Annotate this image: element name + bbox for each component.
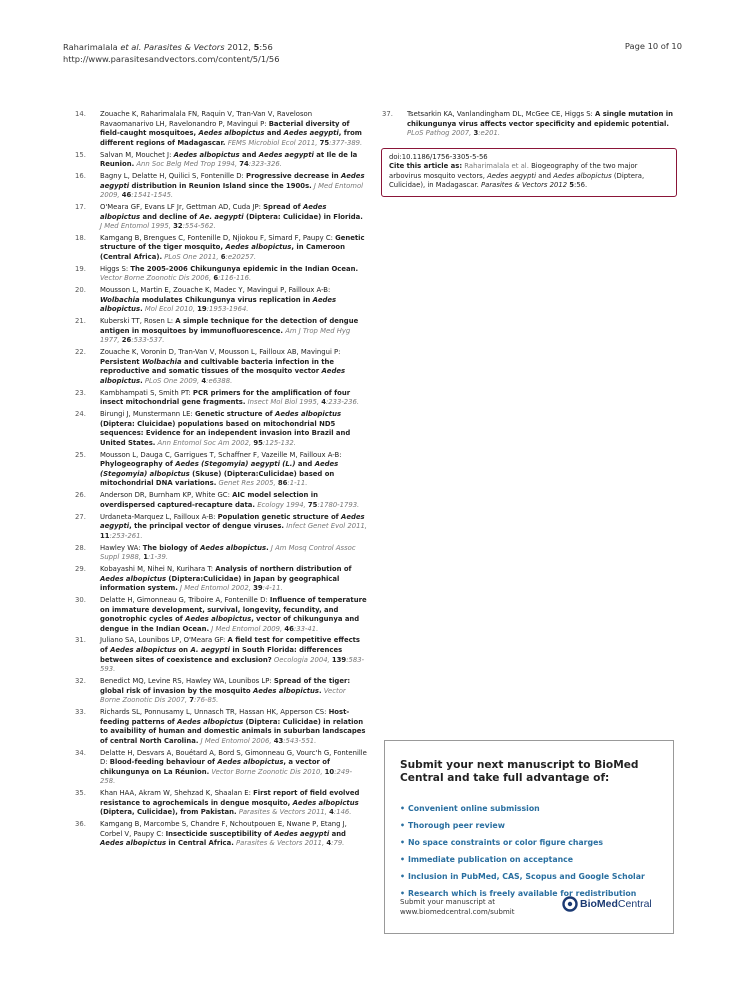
reference-text: J Med Entomol 1995,	[100, 222, 174, 231]
reference-text: :249-258.	[100, 767, 353, 786]
reference-text: Genetic structure of the tiger mosquito,	[100, 233, 365, 252]
reference-text: 26	[121, 336, 132, 345]
reference-text: Aedes albopictus	[100, 367, 346, 385]
reference-number: 26.	[75, 491, 86, 500]
reference-text: Bacterial diversity of field-caught mosquitoes,	[100, 119, 350, 138]
reference-text: 10	[324, 767, 335, 776]
reference-text: A field test for competitive effects of	[100, 636, 361, 655]
reference-text: (Skuse) (Diptera:Culicidae) based on mitochondrial DNA variations.	[100, 469, 335, 488]
reference-number: 23.	[75, 388, 86, 397]
header-citation: Raharimalala et al. Parasites & Vectors 2012, 5:56	[63, 42, 273, 52]
reference-text: .	[140, 305, 143, 314]
reference-text: Blood-feeding behaviour of	[109, 758, 218, 767]
reference-text: Tsetsarkin KA, Vanlandingham DL, McGee CE, Higgs S:	[407, 110, 596, 118]
reference-text: :323-326.	[248, 160, 282, 169]
reference-text: Higgs S:	[100, 264, 131, 273]
reference-text: J Med Entomol 2002,	[177, 584, 254, 593]
reference-text: First report of field evolved resistance to agrochemicals in dengue mosquito,	[100, 789, 360, 807]
reference-item	[75, 820, 367, 849]
reference-text: 6	[213, 274, 219, 283]
reference-text: :1-11.	[287, 479, 308, 488]
benefit-item: • Inclusion in PubMed, CAS, Scopus and Google Scholar	[400, 871, 645, 881]
reference-text: Infect Genet Evol 2011,	[284, 522, 367, 531]
reference-item	[75, 265, 367, 284]
reference-text: Kamgang B, Marcombe S, Chandre F, Nchoutpouen E, Nwane P, Etang J, Corbel V, Paupy C:	[100, 820, 347, 838]
reference-item	[75, 348, 367, 386]
reference-text: PCR primers for the amplification of four insect mitochondrial gene fragments.	[100, 388, 351, 407]
reference-item	[75, 151, 367, 170]
reference-text: Ann Entomol Soc Am 2002,	[155, 438, 254, 447]
reference-text: Benedict MQ, Levine RS, Hawley WA, Lounibos LP:	[100, 677, 274, 686]
reference-text: and	[264, 129, 284, 138]
biomed-logo-icon	[562, 896, 578, 912]
reference-text: Delatte H, Desvars A, Bouétard A, Bord S, Gimonneau G, Vourc'h G, Fontenille D:	[100, 748, 367, 767]
reference-text: 43	[273, 736, 284, 745]
reference-text: 86	[277, 479, 288, 488]
reference-text: Aedes albopictus	[292, 798, 359, 807]
reference-text: Vector Borne Zoonotic Dis 2010,	[209, 767, 325, 776]
reference-number: 35.	[75, 789, 86, 798]
reference-text: J Med Entomol 2009,	[209, 624, 285, 633]
reference-item	[75, 596, 367, 634]
reference-text: Analysis of northern distribution of	[215, 564, 352, 573]
reference-text: .	[266, 543, 269, 552]
reference-number: 27.	[75, 512, 86, 521]
reference-number: 20.	[75, 286, 86, 295]
benefit-item: • Thorough peer review	[400, 820, 505, 830]
reference-text: Aedes albopictus	[100, 295, 337, 314]
reference-text: Spread of the tiger: global risk of invasion by the mosquito	[100, 677, 351, 695]
reference-text: :e20257.	[225, 253, 256, 262]
reference-text: Kamgang B, Brengues C, Fontenille D, Njiokou F, Simard F, Paupy C:	[100, 233, 336, 242]
reference-text: Persistent	[100, 357, 142, 366]
reference-text: Bagny L, Delatte H, Quilici S, Fontenille D:	[100, 171, 247, 180]
reference-text: :233-236.	[325, 398, 360, 407]
reference-text: and	[295, 460, 315, 469]
reference-number: 28.	[75, 543, 86, 552]
reference-text: Population genetic structure of	[217, 512, 342, 521]
reference-text: Wolbachia	[141, 357, 182, 366]
reference-text: :e201.	[478, 129, 500, 138]
reference-text: Genetic structure of	[194, 410, 276, 419]
reference-item	[75, 677, 367, 706]
reference-text: distribution in Reunion Island since the 1900s.	[129, 181, 312, 190]
reference-list-right	[382, 110, 674, 141]
reference-text: 95	[253, 438, 263, 447]
reference-text: 75	[307, 500, 318, 509]
reference-text: :116-116.	[218, 274, 252, 283]
reference-text: :533-537.	[131, 336, 165, 345]
reference-number: 14.	[75, 110, 86, 118]
reference-text: :253-261.	[109, 531, 143, 540]
reference-item	[75, 286, 367, 315]
reference-text: 74	[239, 160, 249, 169]
reference-list-left	[75, 110, 367, 851]
reference-text: Influence of temperature on immature development, survival, longevity, fecundity, and gonotrophic cycles of	[100, 595, 367, 624]
reference-text: , vector of chikungunya and dengue in the Indian Ocean.	[100, 615, 360, 633]
reference-text: , a vector of chikungunya on La Réunion.	[100, 758, 330, 776]
reference-number: 25.	[75, 450, 86, 459]
reference-text: in South Florida: differences between sites of coexistence and exclusion?	[100, 646, 343, 664]
reference-text: A single mutation in chikungunya virus affects vector specificity and epidemic potential.	[407, 110, 673, 128]
reference-number: 24.	[75, 410, 86, 419]
reference-text: Aedes albopictus	[275, 410, 342, 419]
reference-text: Host-feeding patterns of	[100, 708, 350, 726]
reference-text: , the principal vector of dengue viruses.	[129, 522, 285, 531]
reference-text: , in Cameroon (Central Africa).	[100, 243, 346, 262]
reference-number: 18.	[75, 233, 86, 242]
reference-text: :1541-1545.	[131, 191, 174, 200]
reference-text: Parasites & Vectors 2011,	[236, 808, 330, 817]
reference-text: Aedes albopictus	[217, 758, 284, 767]
reference-text: J Med Entomol 2006,	[198, 736, 274, 745]
reference-text: Aedes aegypti	[100, 512, 365, 531]
reference-text: Anderson DR, Burnham KP, White GC:	[100, 491, 233, 500]
reference-number: 21.	[75, 317, 86, 326]
cite-article-box	[381, 148, 677, 197]
benefit-item: • No space constraints or color figure charges	[400, 837, 604, 847]
benefit-item: • Research which is freely available for redistribution	[400, 888, 637, 898]
reference-number: 36.	[75, 820, 86, 829]
reference-item	[75, 234, 367, 263]
reference-text: and cultivable bacteria infection in the reproductive and somatic tissues of the mosquito vector	[100, 357, 335, 376]
reference-text: Hawley WA:	[100, 543, 143, 552]
reference-text: 6	[220, 253, 226, 262]
reference-text: Ecology 1994,	[255, 500, 308, 509]
reference-text: Kuberski TT, Rosen L:	[100, 317, 176, 326]
reference-text: Aedes albopictus	[198, 129, 265, 138]
reference-text: modulates Chikungunya virus replication in	[139, 295, 313, 304]
reference-text: Aedes aegypti	[274, 829, 330, 838]
reference-text: 4	[329, 808, 334, 817]
reference-text: Ann Soc Belg Med Trop 1994,	[134, 160, 240, 169]
reference-text: 139	[331, 655, 347, 664]
reference-text: at Ile de la Reunion.	[100, 150, 358, 169]
reference-text: 4	[326, 839, 332, 848]
reference-text: FEMS Microbiol Ecol 2011,	[225, 138, 320, 147]
reference-text: Insecticide susceptibility of	[165, 829, 275, 838]
reference-item	[75, 565, 367, 594]
reference-text: Aedes (Stegomyia) albopictus	[100, 460, 339, 478]
reference-text: AIC model selection in overdispersed captured-recapture data.	[100, 491, 318, 509]
reference-text: (Diptera: Culicidae) in relation to avaibility of human and domestic animals in suburban landscapes of central North Carolina.	[100, 717, 366, 745]
submit-url[interactable]: www.biomedcentral.com/submit	[400, 906, 515, 916]
reference-item	[75, 203, 367, 232]
reference-item	[75, 513, 367, 542]
reference-text: 3	[473, 129, 479, 138]
reference-text: Parasites & Vectors 2011,	[233, 839, 327, 848]
citation-text: Cite this article as: Raharimalala et al. Biogeography of the two major arbovirus mosquito vectors, Aedes aegypti and Aedes albopictus (Diptera, Culicidae), in Madagascar. Parasites & Vectors 2012 5:56.	[389, 162, 645, 190]
reference-text: PLoS Pathog 2007,	[407, 129, 474, 138]
reference-text: Oecologia 2004,	[271, 655, 332, 664]
reference-number: 30.	[75, 595, 86, 604]
reference-text: Urdaneta-Marquez L, Failloux A-B:	[100, 512, 218, 521]
reference-item	[75, 491, 367, 510]
reference-text: Phylogeography of	[100, 460, 176, 469]
reference-item	[382, 110, 674, 139]
reference-item	[75, 389, 367, 408]
benefit-item: • Convenient online submission	[400, 804, 540, 813]
reference-item	[75, 749, 367, 787]
reference-text: Kambhampati S, Smith PT:	[100, 388, 193, 397]
reference-text: :76-85.	[193, 696, 219, 705]
header-url[interactable]: http://www.parasitesandvectors.com/content/5/1/56	[63, 54, 280, 65]
reference-text: Insect Mol Biol 1995,	[245, 398, 322, 407]
reference-text: The 2005-2006 Chikungunya epidemic in the Indian Ocean.	[130, 264, 359, 273]
reference-text: Ae. aegypti	[199, 212, 244, 221]
running-header	[63, 41, 279, 66]
reference-text: :79.	[331, 839, 345, 848]
reference-item	[75, 544, 367, 563]
reference-number: 15.	[75, 150, 86, 159]
reference-text: Spread of	[263, 202, 303, 211]
reference-text: Aedes albopictus	[225, 243, 292, 252]
reference-text: O'Meara GF, Evans LF Jr, Gettman AD, Cuda JP:	[100, 202, 264, 211]
reference-item	[75, 317, 367, 346]
reference-text: Aedes aegypti	[258, 150, 314, 159]
reference-text: 46	[284, 624, 294, 633]
biomed-central-logo: BioMed Central	[562, 896, 652, 912]
reference-text: and decline of	[140, 212, 200, 221]
reference-text: in Central Africa.	[166, 839, 234, 848]
reference-text: Progressive decrease in	[246, 171, 341, 180]
reference-text: :377-389.	[329, 138, 363, 147]
reference-text: Zouache K, Voronin D, Tran-Van V, Mousson L, Failloux AB, Mavingui P:	[100, 348, 341, 357]
reference-text: The biology of	[142, 543, 201, 552]
reference-text: 75	[319, 138, 330, 147]
reference-text: on	[176, 646, 191, 655]
reference-text: Genet Res 2005,	[216, 479, 278, 488]
reference-text: PLoS One 2009,	[142, 376, 202, 385]
reference-text: Kobayashi M, Nihei N, Kurihara T:	[100, 564, 216, 573]
reference-text: , from different regions of Madagascar.	[100, 129, 362, 147]
reference-text: Aedes albopictus	[100, 574, 167, 583]
reference-text: A. aegypti	[190, 646, 230, 655]
reference-number: 19.	[75, 264, 86, 273]
reference-text: .	[140, 376, 143, 385]
reference-text: and	[329, 829, 346, 838]
reference-text: :146.	[333, 808, 352, 817]
reference-text: :543-551.	[283, 736, 317, 745]
reference-number: 31.	[75, 636, 86, 645]
reference-text: Aedes albopictus	[185, 615, 252, 624]
reference-text: 1	[143, 553, 148, 562]
reference-text: Aedes albopictus	[100, 839, 167, 848]
reference-number: 37.	[382, 110, 393, 118]
reference-text: :1780-1793.	[317, 500, 360, 509]
reference-text: Delatte H, Gimonneau G, Triboire A, Fontenille D:	[100, 595, 270, 604]
reference-text: PLoS One 2011,	[162, 253, 221, 262]
page-number: Page 10 of 10	[624, 41, 682, 51]
reference-item	[75, 789, 367, 818]
benefit-item: • Immediate publication on acceptance	[400, 854, 574, 864]
reference-number: 29.	[75, 564, 86, 573]
reference-number: 33.	[75, 708, 86, 716]
reference-text: :e6388.	[206, 376, 233, 385]
reference-text: :125-132.	[262, 438, 296, 447]
submit-footer: Submit your manuscript at www.biomedcentral.com/submit	[400, 897, 515, 916]
reference-text: :4-11.	[262, 584, 283, 593]
reference-text: 11	[100, 531, 110, 540]
reference-number: 32.	[75, 677, 86, 686]
reference-text: and	[239, 150, 259, 159]
reference-text: Salvan M, Mouchet J:	[100, 150, 174, 159]
reference-text: Wolbachia	[100, 295, 140, 304]
reference-text: Mousson L, Dauga C, Garrigues T, Schaffner F, Vazeille M, Failloux A-B:	[100, 450, 342, 459]
reference-text: :554-562.	[182, 222, 216, 231]
doi[interactable]: doi:10.1186/1756-3305-5-56	[389, 153, 488, 161]
reference-text: Vector Borne Zoonotic Dis 2006,	[100, 274, 214, 283]
reference-text: 39	[253, 584, 263, 593]
reference-text: Aedes albopictus	[173, 150, 240, 159]
reference-text: 19	[197, 305, 207, 314]
reference-text: Aedes albopictus	[110, 646, 177, 655]
reference-item	[75, 172, 367, 201]
reference-text: Mol Ecol 2010,	[142, 305, 198, 314]
reference-text: J Med Entomol 2009,	[100, 181, 364, 200]
submit-heading: Submit your next manuscript to BioMed Central and take full advantage of:	[400, 759, 639, 784]
reference-text: Richards SL, Ponnusamy L, Unnasch TR, Hassan HK, Apperson CS:	[100, 708, 329, 716]
reference-text: Vector Borne Zoonotic Dis 2007,	[100, 686, 346, 705]
benefit-list	[400, 801, 645, 902]
reference-item	[75, 451, 367, 489]
reference-text: 32	[173, 222, 183, 231]
reference-text: (Diptera:Culicidae) in Japan by geographical information system.	[100, 574, 340, 593]
reference-text: Aedes albopictus	[200, 543, 267, 552]
reference-text: Zouache K, Raharimalala FN, Raquin V, Tran-Van V, Raveloson Ravaomanarivo LH, Ravelonandro P, Mavingui P:	[100, 110, 313, 128]
reference-text: Khan HAA, Akram W, Shehzad K, Shaalan E:	[100, 789, 254, 798]
reference-text: Aedes albopictus	[252, 686, 319, 695]
reference-text: (Diptera: Culicidae) in Florida.	[243, 212, 363, 221]
reference-text: Mousson L, Martin E, Zouache K, Madec Y, Mavingui P, Failloux A-B:	[100, 286, 331, 295]
reference-text: :33-41.	[293, 624, 319, 633]
reference-text: 4	[201, 376, 207, 385]
reference-text: Aedes aegypti	[283, 129, 339, 138]
reference-text: :583-593.	[100, 655, 365, 674]
reference-text: (Diptera: Cluicidae) populations based on mitochondrial ND5 sequences: Evidence for an independent invasion into Brazil and United States.	[100, 419, 351, 447]
reference-text: Aedes albopictus	[100, 202, 327, 221]
reference-text: Am J Trop Med Hyg 1977,	[100, 326, 351, 345]
reference-number: 22.	[75, 348, 86, 357]
reference-text: Aedes (Stegomyia) aegypti (L.)	[175, 460, 296, 469]
reference-text: Birungi J, Munstermann LE:	[100, 410, 195, 419]
reference-text: 46	[121, 191, 132, 200]
reference-text: Juliano SA, Lounibos LP, O'Meara GF:	[100, 636, 228, 645]
reference-item	[75, 110, 367, 148]
reference-text: :1953-1964.	[206, 305, 249, 314]
reference-item	[75, 708, 367, 746]
reference-text: A simple technique for the detection of dengue antigen in mosquitoes by immunofluorescence.	[100, 317, 359, 335]
reference-text: 4	[321, 398, 326, 407]
reference-number: 17.	[75, 202, 86, 211]
reference-number: 16.	[75, 171, 86, 180]
biomed-submit-ad	[384, 740, 674, 934]
reference-text: :1-39.	[147, 553, 168, 562]
reference-text: .	[318, 686, 322, 695]
reference-number: 34.	[75, 748, 86, 757]
reference-text: J Am Mosq Control Assoc Suppl 1988,	[100, 543, 356, 562]
reference-text: (Diptera, Culicidae), from Pakistan.	[100, 808, 237, 817]
reference-text: Aedes albopictus	[177, 717, 244, 726]
reference-text: 7	[189, 696, 194, 705]
reference-text: Aedes aegypti	[100, 171, 365, 190]
reference-item	[75, 410, 367, 448]
reference-item	[75, 636, 367, 674]
